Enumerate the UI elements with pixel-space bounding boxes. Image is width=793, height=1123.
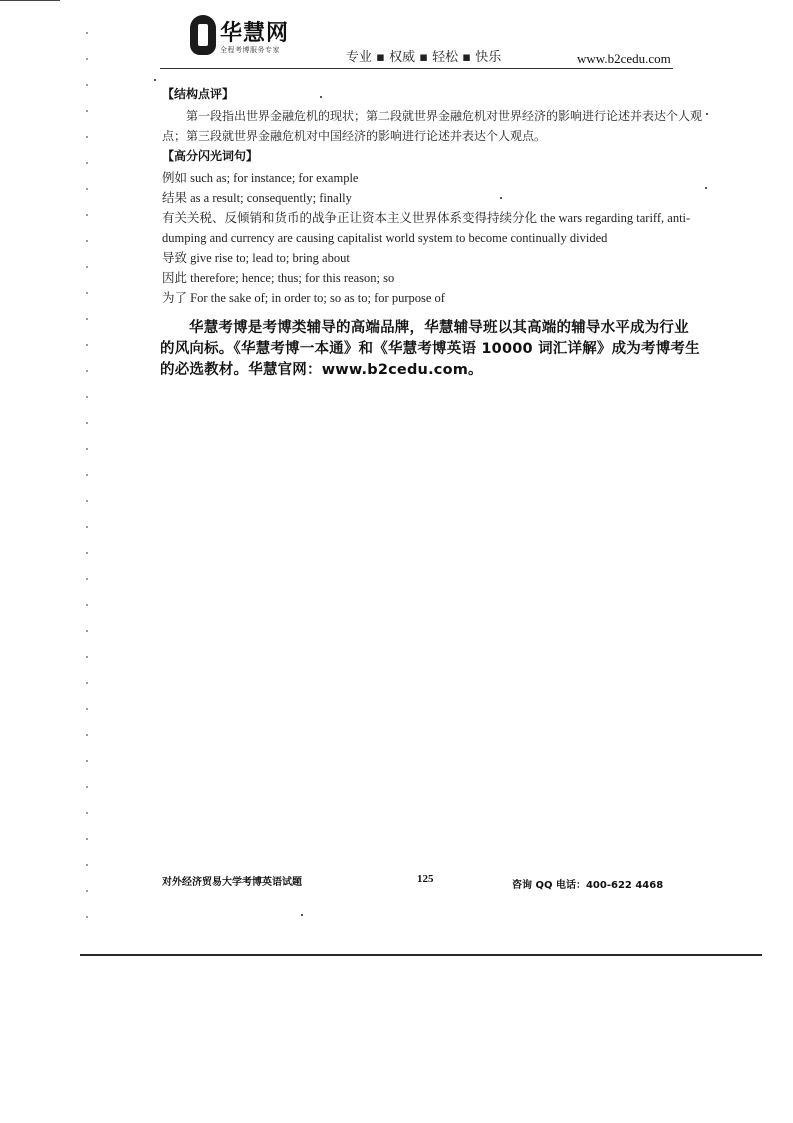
- logo-icon: [190, 15, 216, 55]
- phrase-item: 导致 give rise to; lead to; bring about: [162, 251, 350, 265]
- scan-speck: [706, 113, 708, 115]
- phrases-title: 【高分闪光词句】: [162, 149, 259, 163]
- promo-paragraph: 华慧考博是考博类辅导的高端品牌，华慧辅导班以其高端的辅导水平成为行业的风向标。《华慧考博一本通》和《华慧考博英语 10000 词汇详解》成为考博考生的必选教材。华慧官网：www.b2cedu.com。: [160, 320, 700, 378]
- page-footer: [162, 873, 682, 893]
- main-content: [162, 84, 702, 308]
- logo-text: 华慧网: [220, 21, 290, 46]
- phrase-item: 有关关税、反倾销和货币的战争正让资本主义世界体系变得持续分化 the wars regarding tariff, anti-dumping and currency are causing capitalist world system to become continually divided: [162, 211, 691, 245]
- header-slogan: 专业 ▪ 权威 ▪ 轻松 ▪ 快乐: [346, 50, 502, 65]
- scan-speck: [705, 187, 707, 189]
- scan-speck: [154, 79, 156, 81]
- scan-bottom-rule: [80, 954, 762, 956]
- scan-top-rule: [0, 0, 60, 1]
- footer-contact: 咨询 QQ 电话：400-622 4468: [512, 880, 664, 891]
- phrase-item: 例如 such as; for instance; for example: [162, 171, 359, 185]
- phrase-list: [162, 168, 702, 308]
- page-header: [185, 12, 685, 72]
- header-divider: [160, 68, 673, 69]
- scan-speck: [320, 96, 322, 98]
- header-url[interactable]: www.b2cedu.com: [577, 51, 671, 66]
- phrase-item: 为了 For the sake of; in order to; so as to; for purpose of: [162, 291, 445, 305]
- logo-subtitle: 全程考博服务专家: [220, 46, 280, 54]
- structure-review-paragraph: 第一段指出世界金融危机的现状；第二段就世界金融危机对世界经济的影响进行论述并表达个人观点；第三段就世界金融危机对中国经济的影响进行论述并表达个人观点。: [162, 109, 703, 143]
- scan-speck: [301, 914, 303, 916]
- phrase-item: 因此 therefore; hence; thus; for this reason; so: [162, 271, 395, 285]
- phrase-item: 结果 as a result; consequently; finally: [162, 191, 352, 205]
- scan-binding-dots: [86, 20, 88, 920]
- scan-speck: [500, 197, 502, 199]
- structure-review-title: 【结构点评】: [162, 87, 235, 101]
- footer-exam-title: 对外经济贸易大学考博英语试题: [162, 877, 302, 888]
- page-number: 125: [417, 873, 434, 885]
